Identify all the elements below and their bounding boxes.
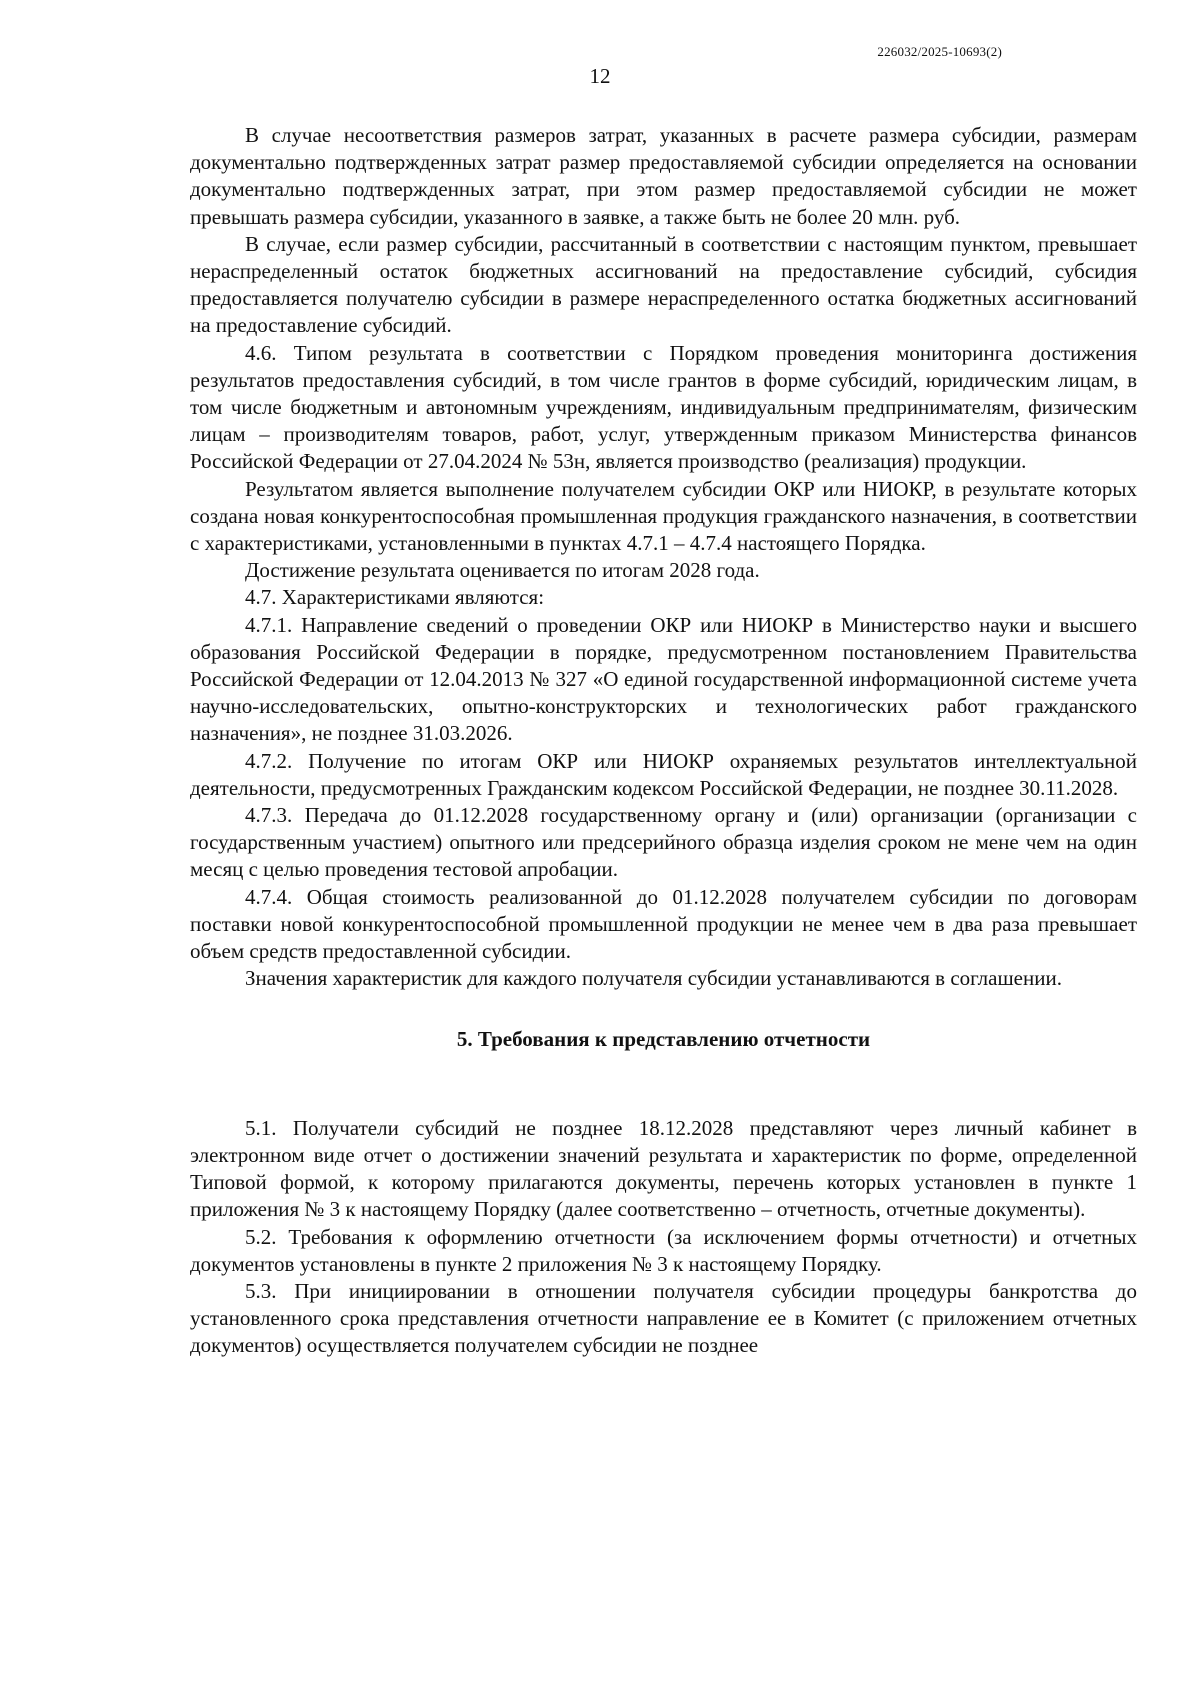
paragraph: 5.3. При инициировании в отношении получателя субсидии процедуры банкротства до установленного срока представления отчетности направление ее в Комитет (с приложением отчетных документов) осуществляется получателем субсидии не позднее [190, 1278, 1137, 1358]
paragraph: 4.7.2. Получение по итогам ОКР или НИОКР охраняемых результатов интеллектуальной деятельности, предусмотренных Гражданским кодексом Российской Федерации, не позднее 30.11.2028. [190, 748, 1137, 800]
paragraph: 4.7.1. Направление сведений о проведении ОКР или НИОКР в Министерство науки и высшего образования Российской Федерации в порядке, предусмотренном постановлением Правительства Российской Федерации от 12.04.2013 № 327 «О единой государственной информационной системе учета научно-исследовательских, опытно-конструкторских и технологических работ гражданского назначения», не позднее 31.03.2026. [190, 612, 1137, 746]
section-title: 5. Требования к представлению отчетности [456, 1026, 871, 1051]
paragraph: 4.7.3. Передача до 01.12.2028 государственному органу и (или) организации (организации с государственным участием) опытного или предсерийного образца изделия сроком не мене чем на один месяц с целью проведения тестовой апробации. [190, 803, 1137, 882]
paragraph: Значения характеристик для каждого получателя субсидии устанавливаются в соглашении. [245, 966, 1062, 991]
document-body [190, 122, 1137, 1360]
paragraph: 4.7. Характеристиками являются: [245, 585, 545, 610]
paragraph: В случае, если размер субсидии, рассчитанный в соответствии с настоящим пунктом, превышает нераспределенный остаток бюджетных ассигнований на предоставление субсидий, субсидия предоставляется получателю субсидии в размере нераспределенного остатка бюджетных ассигнований на предоставление субсидий. [190, 231, 1137, 338]
paragraph: 5.1. Получатели субсидий не позднее 18.12.2028 представляют через личный кабинет в электронном виде отчет о достижении значений результата и характеристик по форме, определенной Типовой формой, к которому прилагаются документы, перечень которых установлен в пункте 1 приложения № 3 к настоящему Порядку (далее соответственно – отчетность, отчетные документы). [190, 1115, 1137, 1222]
paragraph: 4.6. Типом результата в соответствии с Порядком проведения мониторинга достижения результатов предоставления субсидий, в том числе грантов в форме субсидий, юридическим лицам, в том числе бюджетным и автономным учреждениям, индивидуальным предпринимателям, физическим лицам – производителям товаров, работ, услуг, утвержденным приказом Министерства финансов Российской Федерации от 27.04.2024 № 53н, является производство (реализация) продукции. [190, 340, 1137, 474]
paragraph: Достижение результата оценивается по итогам 2028 года. [245, 558, 760, 583]
page-number: 12 [589, 64, 611, 88]
paragraph: Результатом является выполнение получателем субсидии ОКР или НИОКР, в результате которых создана новая конкурентоспособная промышленная продукция гражданского назначения, в соответствии с характеристиками, установленными в пунктах 4.7.1 – 4.7.4 настоящего Порядка. [190, 476, 1137, 556]
paragraph: 4.7.4. Общая стоимость реализованной до 01.12.2028 получателем субсидии по договорам поставки новой конкурентоспособной промышленной продукции не менее чем в два раза превышает объем средств предоставленной субсидии. [190, 884, 1137, 964]
paragraph: 5.2. Требования к оформлению отчетности (за исключением формы отчетности) и отчетных документов установлены в пункте 2 приложения № 3 к настоящему Порядку. [190, 1224, 1137, 1276]
paragraph: В случае несоответствия размеров затрат, указанных в расчете размера субсидии, размерам документально подтвержденных затрат размер предоставляемой субсидии определяется на основании документально подтвержденных затрат, при этом размер предоставляемой субсидии не может превышать размера субсидии, указанного в заявке, а также быть не более 20 млн. руб. [190, 123, 1137, 229]
document-number: 226032/2025-10693(2) [877, 44, 1002, 59]
